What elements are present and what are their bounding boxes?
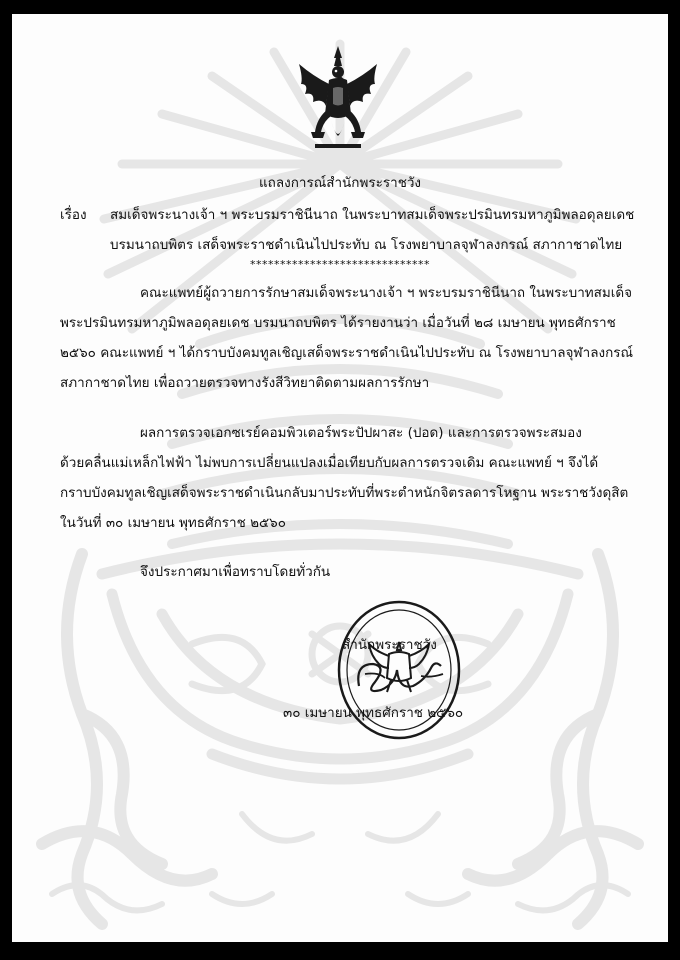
closing-statement: จึงประกาศมาเพื่อทราบโดยทั่วกัน — [140, 564, 331, 580]
paragraph-1-line-2: พระปรมินทรมหาภูมิพลอดุลยเดช บรมนาถบพิตร ได้รายงานว่า เมื่อวันที่ ๒๘ เมษายน พุทธศักราช — [60, 315, 616, 331]
subject-line-2: บรมนาถบพิตร เสด็จพระราชดำเนินไปประทับ ณ โรงพยาบาลจุฬาลงกรณ์ สภากาชาดไทย — [110, 237, 623, 253]
statement-heading: แถลงการณ์สำนักพระราชวัง — [258, 175, 422, 191]
paragraph-1-line-4: สภากาชาดไทย เพื่อถวายตรวจทางรังสีวิทยาติดตามผลการรักษา — [60, 375, 430, 391]
statement-date: ๓๐ เมษายน พุทธศักราช ๒๕๖๐ — [283, 705, 464, 721]
paragraph-2-line-3: กราบบังคมทูลเชิญเสด็จพระราชดำเนินกลับมาประทับที่พระตำหนักจิตรลดารโหฐาน พระราชวังดุสิต — [60, 485, 629, 501]
subject-label: เรื่อง — [60, 207, 87, 223]
paragraph-2-line-1: ผลการตรวจเอกซเรย์คอมพิวเตอร์พระปัปผาสะ (ปอด) และการตรวจพระสมอง — [140, 425, 582, 441]
paragraph-2-line-4: ในวันที่ ๓๐ เมษายน พุทธศักราช ๒๕๖๐ — [60, 515, 286, 531]
subject-line-1: สมเด็จพระนางเจ้า ฯ พระบรมราชินีนาถ ในพระบาทสมเด็จพระปรมินทรมหาภูมิพลอดุลยเดช — [110, 207, 635, 223]
separator-line: ****************************** — [250, 258, 430, 271]
garuda-emblem-icon — [295, 44, 381, 154]
document-page — [12, 14, 668, 942]
paragraph-1-line-1: คณะแพทย์ผู้ถวายการรักษาสมเด็จพระนางเจ้า ฯ พระบรมราชินีนาถ ในพระบาทสมเด็จ — [140, 285, 633, 301]
issuing-office: สำนักพระราชวัง — [342, 637, 437, 653]
paragraph-2-line-2: ด้วยคลื่นแม่เหล็กไฟฟ้า ไม่พบการเปลี่ยนแปลงเมื่อเทียบกับผลการตรวจเดิม คณะแพทย์ ฯ จึงได้ — [60, 455, 599, 471]
paragraph-1-line-3: ๒๕๖๐ คณะแพทย์ ฯ ได้กราบบังคมทูลเชิญเสด็จพระราชดำเนินไปประทับ ณ โรงพยาบาลจุฬาลงกรณ์ — [60, 345, 634, 361]
